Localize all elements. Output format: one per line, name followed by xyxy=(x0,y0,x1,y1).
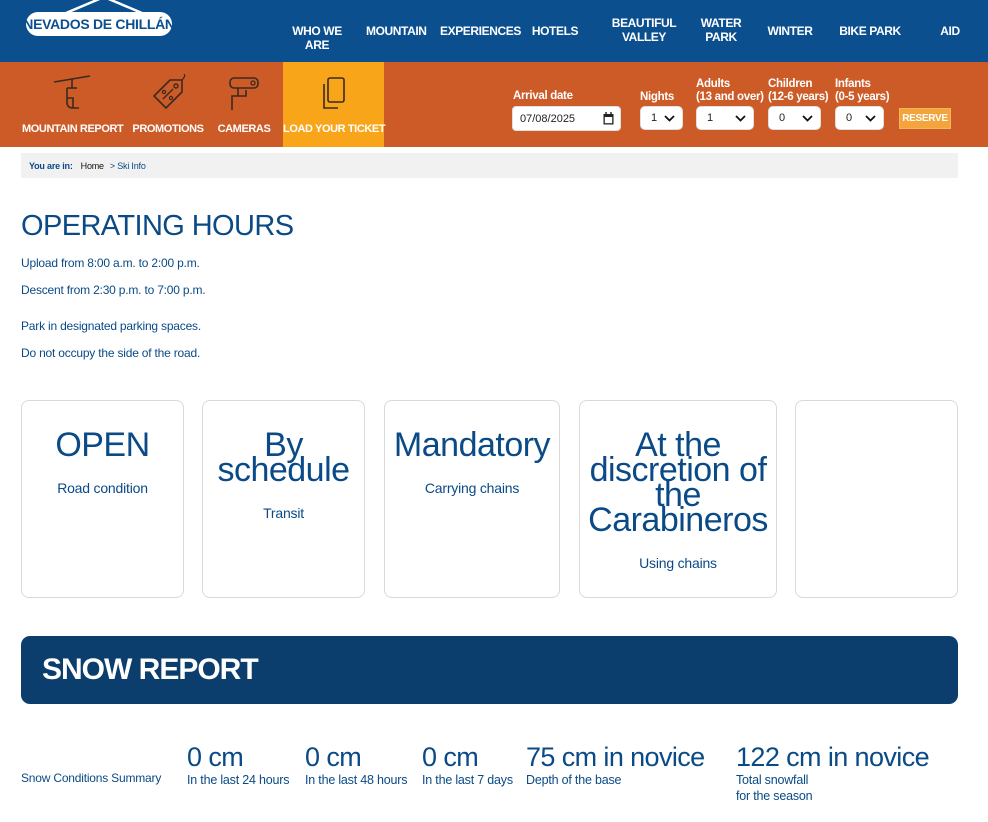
snow-stat-caption: In the last 7 days xyxy=(422,773,513,787)
status-card-carrying-chains xyxy=(384,400,560,598)
quick-link-mountain-report[interactable] xyxy=(22,62,122,147)
status-card-value: At the discretion of the Carabineros xyxy=(588,426,768,539)
camera-icon xyxy=(224,74,264,114)
nav-experiences[interactable]: EXPERIENCES xyxy=(440,24,521,38)
children-select[interactable] xyxy=(768,106,821,130)
nav-winter[interactable]: WINTER xyxy=(767,24,813,38)
nights-label: Nights xyxy=(640,91,674,103)
snow-stat-48h xyxy=(305,742,407,788)
infants-value: 0 xyxy=(846,112,853,124)
snow-stat-value: 0 cm xyxy=(187,742,244,772)
nav-mountain[interactable]: MOUNTAIN xyxy=(366,24,427,38)
snow-stat-value: 122 cm in novice xyxy=(736,742,930,772)
snow-stat-value: 75 cm in novice xyxy=(526,742,705,772)
snow-report-banner: SNOW REPORT xyxy=(21,636,958,704)
road-side-notice-text: Do not occupy the side of the road. xyxy=(21,346,201,360)
nav-water-park[interactable]: WATER PARK xyxy=(700,16,742,44)
chevron-down-icon xyxy=(802,115,813,122)
status-card-label: Transit xyxy=(263,505,304,521)
status-card-label: Carrying chains xyxy=(424,480,520,496)
snow-stat-season-total xyxy=(736,742,929,804)
brand-logo-text: NEVADOS DE CHILLÁN xyxy=(26,12,172,36)
chairlift-icon xyxy=(52,74,92,114)
snow-stat-caption: Total snowfall for the season xyxy=(736,773,813,803)
snow-stat-7days xyxy=(422,742,513,788)
breadcrumb-prefix: You are in: xyxy=(29,160,73,171)
quick-link-promotions[interactable] xyxy=(132,62,204,147)
breadcrumb-current: > Ski Info xyxy=(109,160,146,171)
price-tag-icon xyxy=(148,74,188,114)
status-card-transit xyxy=(202,400,365,598)
status-card-value: OPEN xyxy=(55,426,150,464)
status-card-label: Road condition xyxy=(57,480,148,496)
quick-link-load-your-ticket[interactable] xyxy=(283,62,384,147)
adults-value: 1 xyxy=(707,112,714,124)
nav-bike-park[interactable]: BIKE PARK xyxy=(839,24,901,38)
nav-beautiful-valley[interactable]: BEAUTIFUL VALLEY xyxy=(611,16,677,44)
infants-label: Infants (0-5 years) xyxy=(835,78,890,103)
breadcrumb xyxy=(21,153,958,178)
status-card-value: By schedule xyxy=(217,426,350,489)
snow-stat-value: 0 cm xyxy=(305,742,362,772)
quick-link-label: MOUNTAIN REPORT xyxy=(22,123,124,135)
chevron-down-icon xyxy=(664,115,675,122)
snow-stat-caption: In the last 24 hours xyxy=(187,773,290,787)
snow-stat-base-depth xyxy=(526,742,705,788)
nav-aid[interactable]: AID xyxy=(940,24,960,38)
children-label: Children (12-6 years) xyxy=(768,78,829,103)
status-card-label: Using chains xyxy=(639,555,717,571)
nights-value: 1 xyxy=(651,112,658,124)
status-card-using-chains xyxy=(579,400,777,598)
adults-label: Adults (13 and over) xyxy=(696,78,764,103)
descent-hours-text: Descent from 2:30 p.m. to 7:00 p.m. xyxy=(21,283,206,297)
children-value: 0 xyxy=(779,112,786,124)
status-card-empty xyxy=(795,400,958,598)
quick-link-cameras[interactable] xyxy=(214,62,274,147)
adults-select[interactable] xyxy=(696,106,754,130)
upload-hours-text: Upload from 8:00 a.m. to 2:00 p.m. xyxy=(21,256,200,270)
snow-conditions-summary-label: Snow Conditions Summary xyxy=(21,771,162,785)
page-title: OPERATING HOURS xyxy=(21,210,294,242)
quick-access-bar xyxy=(0,62,988,147)
top-navigation-bar xyxy=(0,0,988,62)
snow-stat-24h xyxy=(187,742,289,788)
nights-select[interactable] xyxy=(640,106,683,130)
infants-select[interactable] xyxy=(835,106,884,130)
arrival-date-value: 07/08/2025 xyxy=(520,112,576,125)
status-card-value: Mandatory xyxy=(393,426,551,464)
arrival-date-label: Arrival date xyxy=(513,90,573,102)
quick-link-label: CAMERAS xyxy=(217,123,271,135)
calendar-icon[interactable] xyxy=(603,112,614,125)
quick-link-label: PROMOTIONS xyxy=(132,123,204,135)
snow-stat-caption: Depth of the base xyxy=(526,773,622,787)
nav-who-we-are[interactable]: WHO WE ARE xyxy=(292,24,342,52)
chevron-down-icon xyxy=(735,115,746,122)
parking-notice-text: Park in designated parking spaces. xyxy=(21,319,201,333)
breadcrumb-home-link[interactable]: Home xyxy=(80,160,104,171)
reserve-button[interactable]: RESERVE xyxy=(899,108,951,129)
snow-stat-value: 0 cm xyxy=(422,742,479,772)
nav-hotels[interactable]: HOTELS xyxy=(531,24,579,38)
arrival-date-input[interactable] xyxy=(512,106,621,131)
status-card-road-condition xyxy=(21,400,184,598)
chevron-down-icon xyxy=(865,115,876,122)
snow-stat-caption: In the last 48 hours xyxy=(305,773,408,787)
ticket-cards-icon xyxy=(314,74,354,114)
quick-link-label: LOAD YOUR TICKET xyxy=(283,123,386,135)
